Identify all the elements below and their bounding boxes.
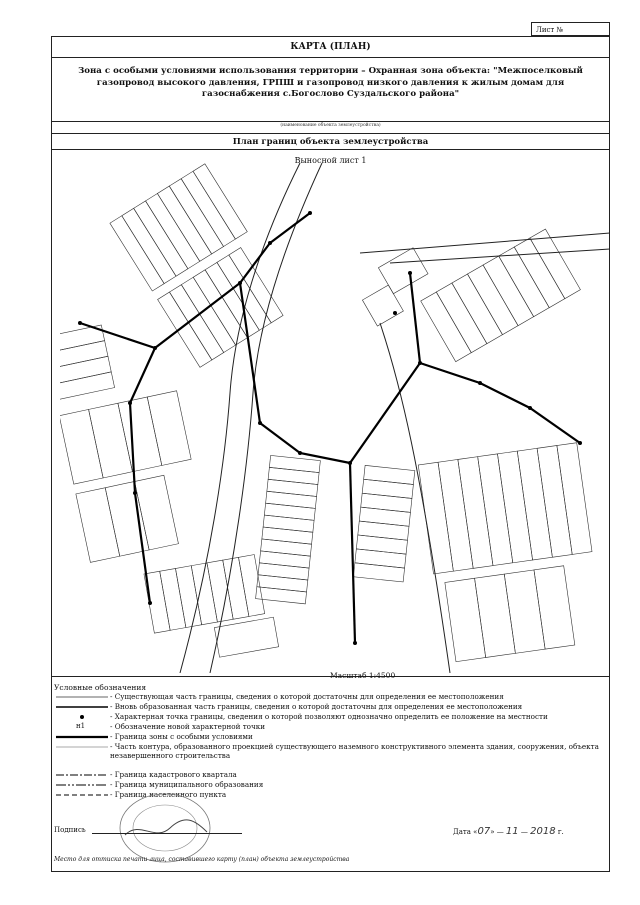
cadastral-quarter-symbol bbox=[54, 770, 110, 779]
settlement-boundary-symbol bbox=[54, 790, 110, 799]
characteristic-point-symbol bbox=[54, 712, 110, 721]
legend-item: - Часть контура, образованного проекцией существующего наземного конструктивного элемента здания, сооружения, объекта незавершенного строительства bbox=[54, 742, 606, 760]
cadastral-map bbox=[60, 163, 610, 673]
divider bbox=[52, 57, 609, 58]
plan-title: План границ объекта землеустройства bbox=[232, 137, 429, 147]
signature-line bbox=[54, 826, 242, 834]
stamp-note: Место для оттиска печати лица, составившего карту (план) объекта землеустройства bbox=[54, 856, 350, 863]
date-line: Дата «07» — 11 — 2018 г. bbox=[453, 826, 564, 837]
date-day: 07 bbox=[477, 826, 491, 837]
signature-field bbox=[92, 833, 242, 834]
date-label: Дата bbox=[453, 828, 471, 836]
legend-title: Условные обозначения bbox=[54, 683, 147, 692]
parcel-grid bbox=[60, 164, 605, 668]
sheet-number-label: Лист № bbox=[536, 26, 564, 34]
sheet-label: Выносной лист 1 bbox=[294, 156, 367, 165]
year-suffix: г. bbox=[557, 828, 564, 836]
existing-boundary-symbol bbox=[54, 692, 110, 701]
date-month: 11 bbox=[505, 826, 519, 837]
object-description: Зона с особыми условиями использования территории – Охранная зона объекта: "Межпоселковый газопровод высокого давления, ГРПШ и газопровод низкого давления к жилым домам для газоснабжения с.Богослово Суздальского района" bbox=[78, 66, 583, 99]
object-caption: (наименование объекта землеустройства) bbox=[280, 123, 381, 128]
date-year: 2018 bbox=[530, 826, 556, 837]
new-boundary-symbol bbox=[54, 702, 110, 711]
municipal-boundary-symbol bbox=[54, 780, 110, 789]
signature-label: Подпись bbox=[54, 826, 86, 834]
new-point-label-symbol: н1 bbox=[76, 722, 86, 730]
divider bbox=[52, 121, 609, 122]
building-contour-symbol bbox=[54, 742, 110, 751]
document-title: КАРТА (ПЛАН) bbox=[290, 42, 371, 52]
zone-boundary-symbol bbox=[54, 732, 110, 741]
sheet-number-box bbox=[531, 22, 610, 36]
divider bbox=[52, 133, 609, 134]
divider bbox=[52, 149, 609, 150]
map-scale: Масштаб 1:4500 bbox=[330, 671, 396, 680]
